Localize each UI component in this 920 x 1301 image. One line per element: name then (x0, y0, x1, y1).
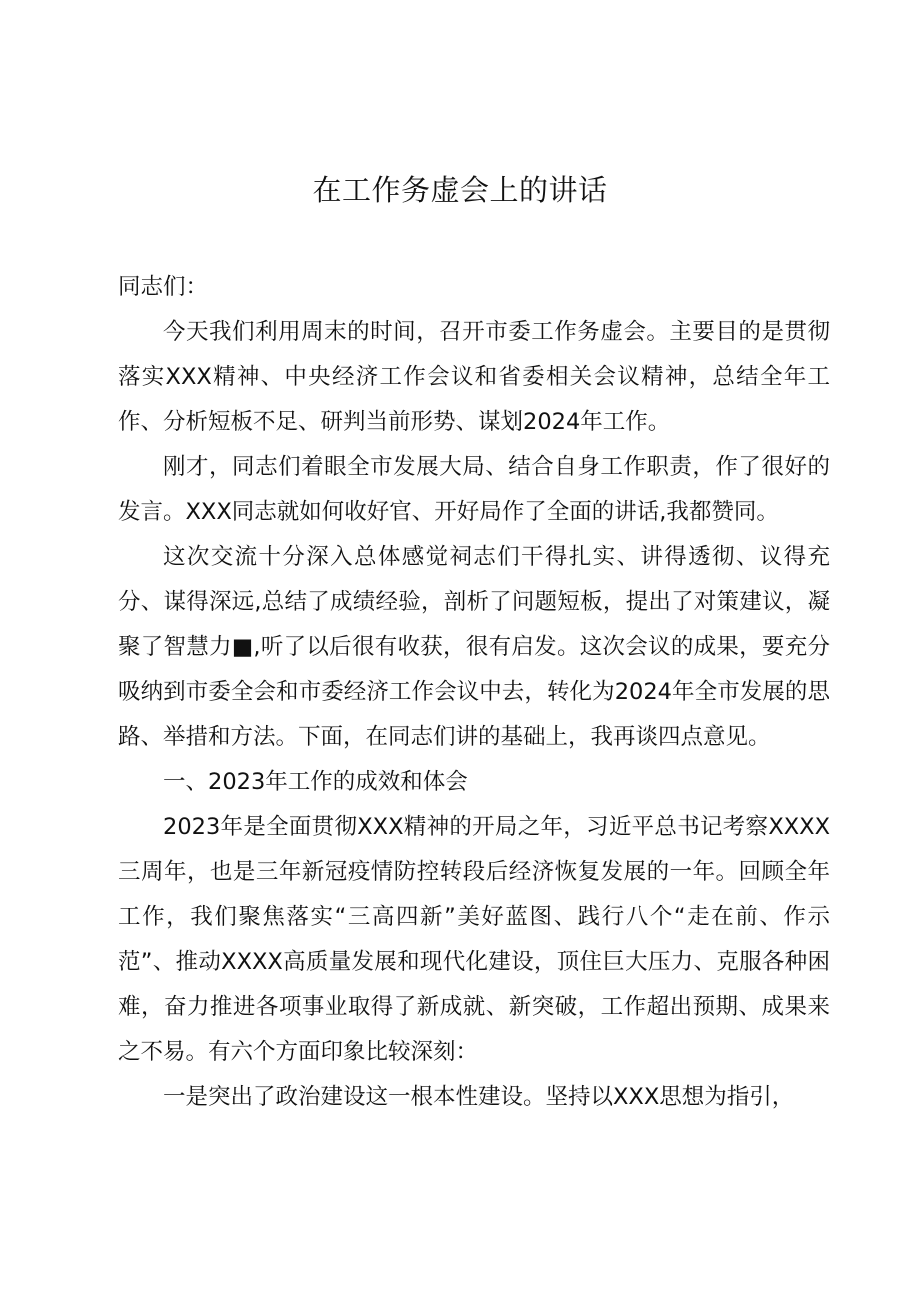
paragraph-summary: 这次交流十分深入总体感觉祠志们干得扎实、讲得透彻、议得充分、谋得深远,总结了成绩经验，剖析了问题短板，提出了对策建议，凝聚了智慧力■,听了以后很有收获，很有启发。这次会议的成果，要充分吸纳到市委全会和市委经济工作会议中去，转化为2024年全市发展的思路、举措和方法。下面，在同志们讲的基础上，我再谈四点意见。 (118, 544, 830, 750)
section-heading: 一、2023年工作的成效和体会 (163, 769, 468, 795)
document-body (118, 265, 830, 1120)
salutation: 同志们： (118, 274, 209, 300)
paragraph-review: 2023年是全面贯彻XXX精神的开局之年，习近平总书记考察XXXX三周年，也是三年新冠疫情防控转段后经济恢复发展的一年。回顾全年工作，我们聚焦落实“三高四新”美好蓝图、践行八个“走在前、作示范”、推动XXXX高质量发展和现代化建设，顶住巨大压力、克服各种困难，奋力推进各项事业取得了新成就、新突破，工作超出预期、成果来之不易。有六个方面印象比较深刻： (118, 814, 830, 1065)
paragraph-remarks: 刚才，同志们着眼全市发展大局、结合自身工作职责，作了很好的发言。XXX同志就如何收好官、开好局作了全面的讲话,我都赞同。 (118, 454, 830, 525)
paragraph-opening: 今天我们利用周末的时间，召开市委工作务虚会。主要目的是贯彻落实XXX精神、中央经济工作会议和省委相关会议精神，总结全年工作、分析短板不足、研判当前形势、谋划2024年工作。 (118, 319, 830, 435)
paragraph-point-one: 一是突出了政治建设这一根本性建设。坚持以XXX思想为指引， (163, 1084, 795, 1110)
document-title: 在工作务虚会上的讲话 (312, 173, 608, 207)
